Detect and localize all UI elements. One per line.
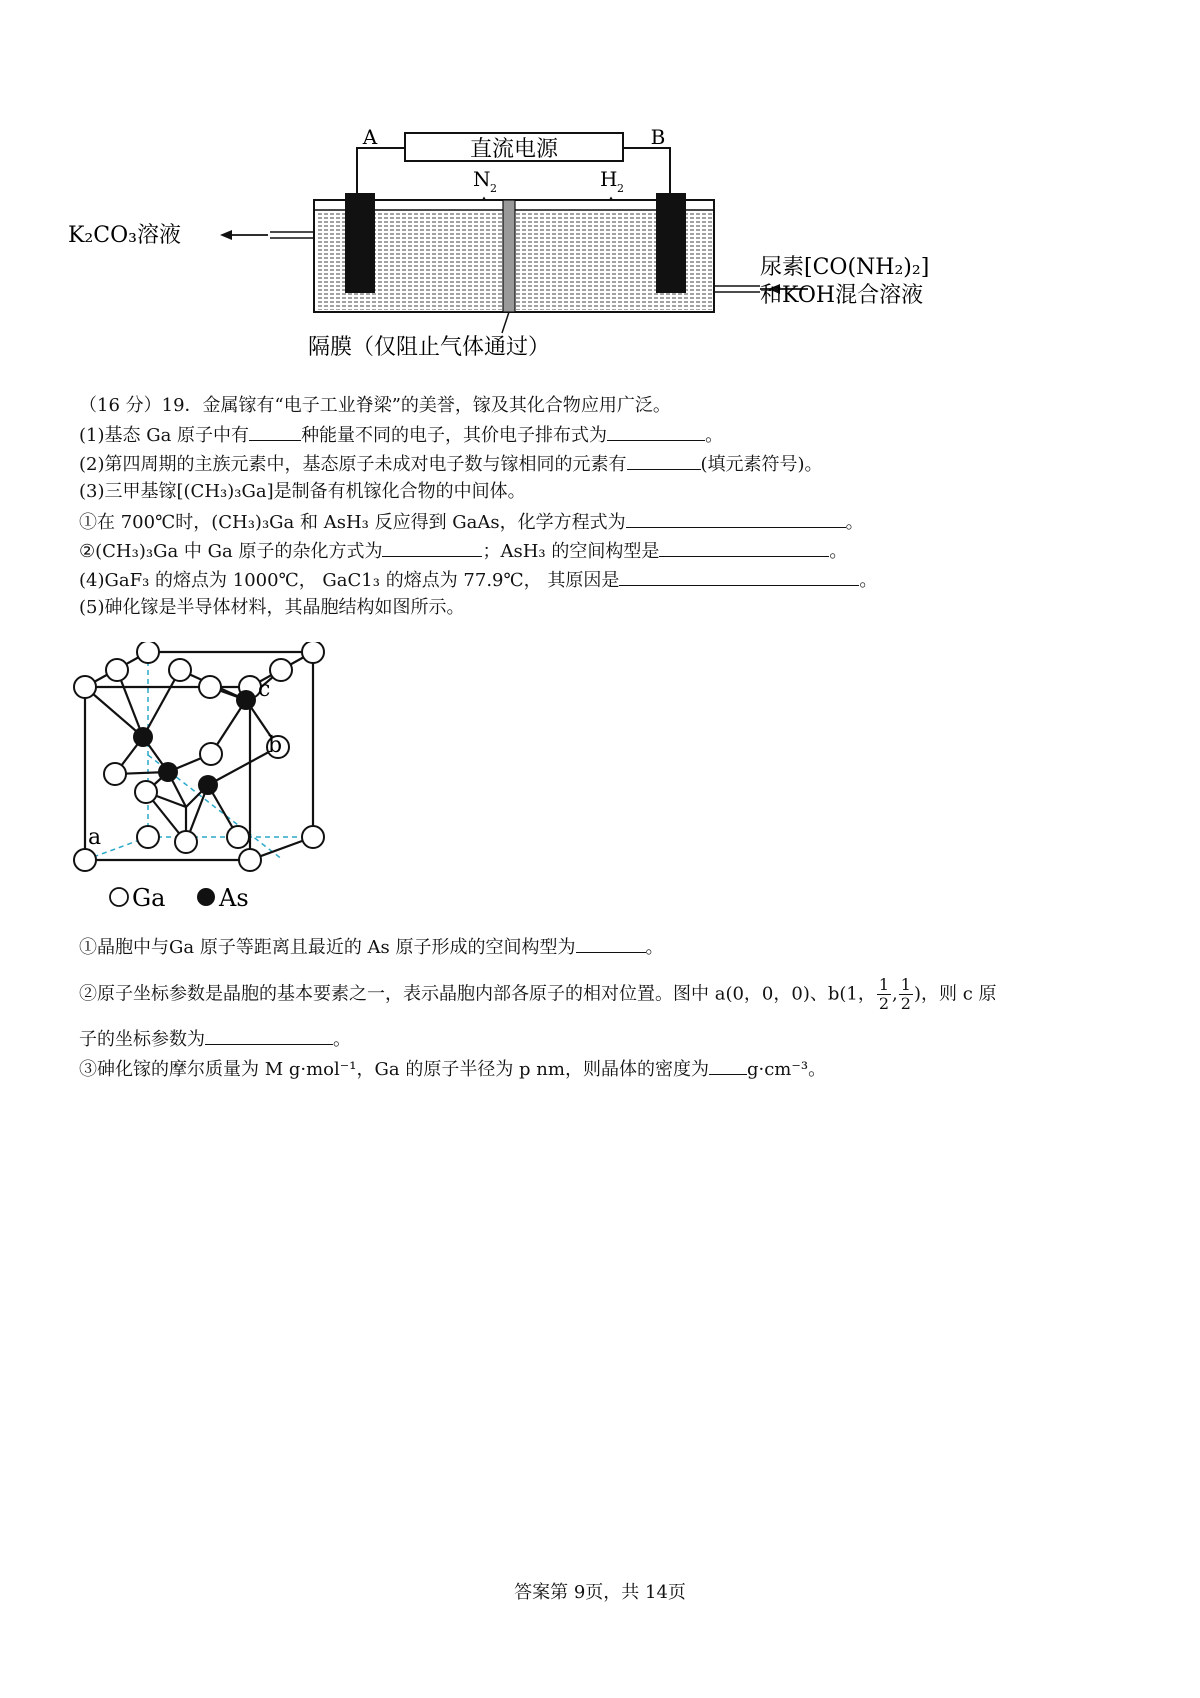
- ga-atom: [200, 743, 222, 765]
- answer-blank[interactable]: [709, 1056, 747, 1075]
- as-atom: [158, 762, 178, 782]
- fraction-half: $\frac{1}{2}$: [878, 975, 890, 1013]
- question-intro: （16 分）19．金属镓有“电子工业脊梁”的美誉，镓及其化合物应用广泛。: [79, 395, 671, 416]
- electrode-b-label: B: [650, 128, 666, 149]
- membrane-label: 隔膜（仅阻止气体通过）: [308, 335, 551, 360]
- electrode-a-label: A: [362, 128, 378, 149]
- ga-atom: [137, 642, 159, 663]
- power-supply-label: 直流电源: [469, 137, 559, 162]
- question-3: (3)三甲基镓[(CH₃)₃Ga]是制备有机镓化合物的中间体。: [79, 481, 526, 502]
- ga-atom: [239, 849, 261, 871]
- answer-blank[interactable]: [626, 509, 846, 528]
- ga-atom: [169, 659, 191, 681]
- ga-atom: [302, 642, 324, 663]
- legend-as-label: As: [219, 884, 249, 912]
- answer-blank[interactable]: [382, 538, 482, 557]
- answer-blank[interactable]: [607, 422, 705, 441]
- ga-atom: [227, 826, 249, 848]
- gas-h2-label: H: [600, 167, 618, 191]
- question-3-1: ①在 700℃时，(CH₃)₃Ga 和 AsH₃ 反应得到 GaAs，化学方程式为 。: [79, 509, 864, 535]
- legend-ga-icon: [110, 888, 128, 906]
- answer-blank[interactable]: [249, 422, 301, 441]
- answer-blank[interactable]: [659, 538, 829, 557]
- legend-ga-label: Ga: [132, 884, 166, 912]
- page-footer: 答案第 9页，共 14页: [514, 1582, 686, 1603]
- atom-label-a: a: [88, 825, 102, 850]
- membrane: [503, 200, 515, 312]
- ga-atom: [135, 781, 157, 803]
- fraction-half: $\frac{1}{2}$: [900, 975, 911, 1013]
- anode-electrode: [345, 193, 375, 293]
- question-4: (4)GaF₃ 的熔点为 1000℃， GaC1₃ 的熔点为 77.9℃， 其原因是 。: [79, 567, 877, 593]
- question-3-2: ②(CH₃)₃Ga 中 Ga 原子的杂化方式为 ；AsH₃ 的空间构型是 。: [79, 538, 847, 564]
- answer-blank[interactable]: [619, 567, 859, 586]
- ga-atom: [270, 659, 292, 681]
- ga-atom: [199, 676, 221, 698]
- gaas-crystal-cell-diagram: [68, 642, 328, 920]
- question-5: (5)砷化镓是半导体材料，其晶胞结构如图所示。: [79, 597, 465, 618]
- svg-text:2: 2: [617, 182, 624, 195]
- cathode-electrode: [656, 193, 686, 293]
- ga-atom: [106, 659, 128, 681]
- answer-blank[interactable]: [627, 451, 701, 470]
- question-5-1: ①晶胞中与Ga 原子等距离且最近的 As 原子形成的空间构型为 。: [79, 934, 664, 960]
- ga-atom: [302, 826, 324, 848]
- as-atom: [198, 775, 218, 795]
- legend-as-icon: [197, 888, 215, 906]
- atom-label-c: c: [258, 677, 271, 702]
- gas-n2-label: N: [473, 167, 491, 191]
- ga-atom: [74, 849, 96, 871]
- question-1: (1)基态 Ga 原子中有 种能量不同的电子，其价电子排布式为 。: [79, 422, 723, 448]
- answer-blank[interactable]: [576, 934, 646, 953]
- ga-atom: [104, 763, 126, 785]
- ga-atom: [175, 831, 197, 853]
- answer-blank[interactable]: [205, 1026, 333, 1045]
- question-5-2: ②原子坐标参数是晶胞的基本要素之一，表示晶胞内部各原子的相对位置。图中 a(0，0，0)、b(1， $\frac{1}{2}$ , $\frac{1}{2}$ )，则 c 原: [79, 975, 997, 1013]
- question-5-2-cont: 子的坐标参数为 。: [79, 1026, 351, 1052]
- atom-label-b: b: [268, 733, 283, 758]
- question-5-3: ③砷化镓的摩尔质量为 M g·mol⁻¹，Ga 的原子半径为 p nm，则晶体的密度为 g·cm⁻³。: [79, 1056, 826, 1082]
- question-2: (2)第四周期的主族元素中，基态原子未成对电子数与镓相同的元素有 (填元素符号)。: [79, 451, 823, 477]
- left-solution-label: K₂CO₃溶液: [68, 223, 181, 248]
- electrolysis-cell-diagram: [60, 128, 1030, 363]
- ga-atom: [137, 826, 159, 848]
- svg-text:2: 2: [490, 182, 497, 195]
- right-solution-label-1: 尿素[CO(NH₂)₂]: [760, 255, 930, 280]
- ga-atom: [74, 676, 96, 698]
- as-atom-c: [236, 690, 256, 710]
- as-atom: [133, 727, 153, 747]
- electrolysis-container: [270, 193, 760, 312]
- right-solution-label-2: 和KOH混合溶液: [760, 283, 924, 308]
